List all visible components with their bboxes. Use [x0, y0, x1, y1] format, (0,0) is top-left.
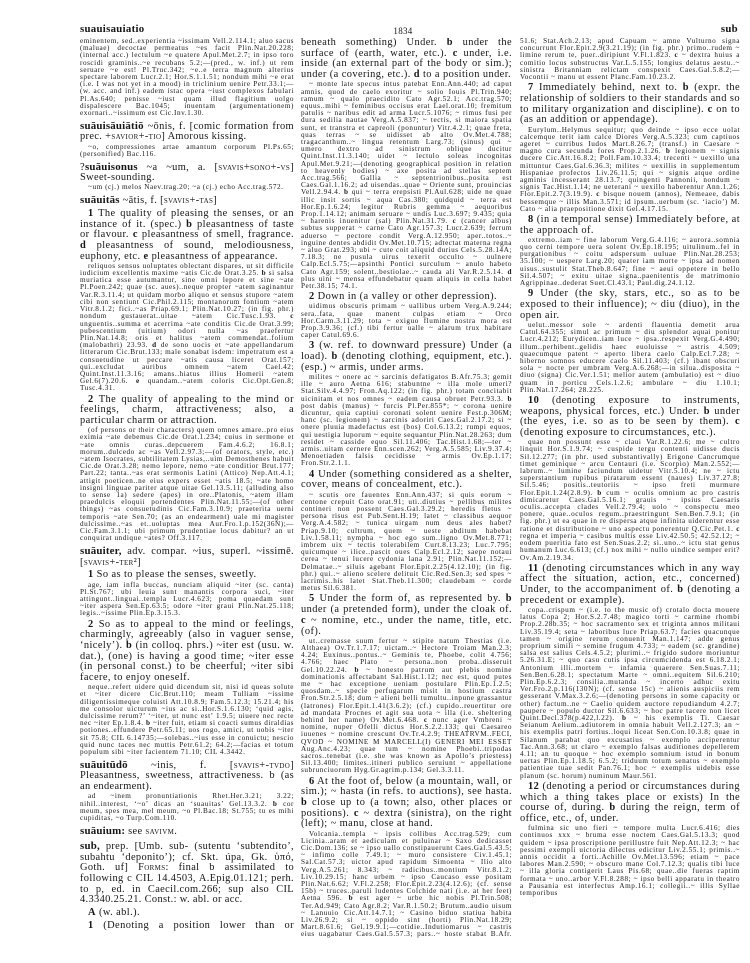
sense-number: 11 [528, 562, 539, 574]
citation-text: (of persons or their characters) quem omnes amare..pro eius eximia ~ate debemus Cic.de Orat.1.234; cuius in sermone et ~ate omnis curas..depcuerem Fam.4.6.2; 16.8.1; morum..dulcedo ac ~as Vell.2.97.3;—(of orators, style, etc.) ~atem Isocrates, subtilitatem Lysias,..uim Demosthenes habuit Cic.de Orat.3.28; nemo lepore, nemo ~ate conditior Brut.177; Part.22; tanta..~as erat sermonis Latini (Attico) Nep.Att.4.1; attigit poeticen..ne eius expers esset ~atis 18.5; ~ate homo insigni linguae pariter atque uitae Gel.13.5.11; (alluding also to sense 1a) sedere (apes) in ore..Platonis, ~atem illam praedulcis eloquii portendentes Plin.Nat.11.55;—(of other things) ~as consuetudinis Cic.Fam.3.10.9; praeterita uerni temporis ~ate Sen.70; (as an endearment) uale mi magister dulcissime..~as et..uoluptas mea Aur.Fro.1.p.152(36N);—Cic.Fam.3.1.1; ubi primum prudentiae locus dabitur? an ut conquirat undique ~ates? Off.3.117. [80, 426, 294, 543]
subsense-letter: b [354, 665, 359, 674]
sense-paragraph [301, 594, 512, 637]
citation-text: age, iam infla buccas, nunciam aliquid ~iter (sc. canta) Pl.St.767; ubi leuia sunt manantis corpora suci, ~iter attingunt..linguai..templa Lucr.4.623; poma quaedam sunt ~iter aspera Sen.Ep.63.5; odore ~iter graui Plin.Nat.25.118; legis..~issime Plin.Ep.3.15.3. [80, 580, 294, 618]
entry-suauisonus [80, 162, 294, 184]
citation-block [301, 303, 512, 339]
sense-text: ~ dextra (sinistra), on the right (left); ~ manu, close at hand. [301, 807, 512, 830]
citation-text: nunc ager Vmbreni ~ nomine, nuper Ofelli dictus Hor.S.2.2.133; qui Caesareo iuuenes ~ nomine crescunt Ov.Tr.4.2.9; THEATRVM..FECI, QVOD ~ NOMINE M MARCELL(I) GENERI MEI ESSET Aug.Anc.4.23; quae tum ~ nomine Phoebi..tripodas sacros..tenebat (i.e. she was known as Apollo’s priestess) Sil.13.400; limites..itineri publico seruiunt ~ appellatione subrunciuorum Hyg.Gr.agrim.p.134; Gel.3.3.11. [301, 715, 512, 775]
sense-text: pleasantness of taste or flavour. [80, 218, 294, 241]
subsense-letter: e [136, 377, 140, 386]
column-middle [301, 38, 512, 944]
sense-text: pleasantness of smell, fragrance. [137, 229, 294, 241]
entry-grammar: ~inis, f. [ [127, 759, 234, 771]
citation-block [80, 793, 294, 822]
citation-text: qui ~ terra erepsisti Pl.Aul.628; uide ne quae illic insit sortis ~ aqua Cas.380; quidquid ~ terra est Hor.Ep.1.6.24; legitur Rubris gemma ~ aequoribus Prop.1.14.12; animam seruare ~ undis Luc.3.697; 9.435; quia ~ harenis inuenitur (sal) Plin.Nat.31.79. [301, 188, 512, 226]
citation-text: milites ~ onere ac ~ sarcinis defatigatos B.Afr.75.3; gemit ille ~ auro Aetna 616; stabuntne ~ illa mole umeri? Stat.Silv.4.4.97; Fron.Aq.122; (in fig. phr.) totam concitabit uicinitam et nos omnes ~ eadem causa obruet Petr.93.3. [301, 373, 512, 403]
sense-number: 9 [528, 288, 534, 300]
running-head-right: sub [720, 23, 738, 35]
sense-number: 2 [88, 618, 94, 630]
etymology: svavis+sono+-vs [218, 161, 291, 173]
citation-text: ~iter fuit, etiam si coacti sumus diraldias potiones..effundere Petr.65.11; uos rogo, amici, ut uobis ~iter sit 75.8; CIL 6.14735;—solebas..~ius esse in conuictu; nescio quid nunc taces nec muttis Petr.61.2; 64.2;—facias et totum populum sibi ~iter facientem 71.10; CIL 4.3442. [80, 719, 294, 757]
citation-text: reliquos sensus uoluptates oblectant dispares, ut sit difficile iudicium excellentis maxime ~atis Cic.de Orat.3.25. [80, 261, 294, 278]
entry-grammar: adv. compar. ~ius, superl. ~issimē. [ [80, 545, 294, 568]
citation-text: extremo..iam ~ fine laborum Verg.G.4.116; ~ aurora..somnia quo cerni tempore uera solent Ov.Ep.18.195; uitulinum..fel in purgationibus ~ coitu adspersum uuluae Plin.Nat.28.253; 35.100; ~ uespere Larg.20; quater iam morte ~ ipsa ad nomen uisus..sustulit Stat.Theb.8.647; fine ~ aeui oppetere in bello Sil.4.507; ~ exitu uitae signa..paenitentis de matrimonio Agrippinae..dederat Suet.Cl.43.1; Paul.dig.24.1.12. [520, 235, 740, 288]
sense-number: 7 [528, 82, 534, 94]
citation-text: copa..crispum ~ (i.e. to the music of) crotalo docta mouere latus Copa 2; Hor.S.2.7.48; magico torti ~ carmine rhombi Prop.2.28b.35; ~ hoc sacramento sex et triginta annos militaui Liv.35.19.4; seta ~ laboribus luce Priap.63.7; facies quacunque tamen ~ origine rerum conuenit Man.1.147; adde genus proprium simili ~ semine frugum 4.733; ~ eadem (sc. grandine) salsa est salius Cels.4.5.2; plurimi..~ frigido sudore moriuntur 5.26.31.E; ~ quo casu cutis ipsa circumcidenda est 6.18.2.1; Antonium illi..mortem ~ infamia quaerere Sen.Suas.7.11; Sen.Ben.6.28.1; spectatum Marte ~ omni..equitem Sil.6.210; Plin.Ep.6.2.3; consilia..mutanda ~ incerto adhuc exitu Ver.Fro.2.p.116(130N); (cf. sense 15c) ~ alienis auspiciis rem gesserant V.Max.3.2.6;—(denoting persons in some capacity or other) factum..ne ~ Caelio quidem auctore repudiandum 4.2.7; paupere ~ populo ductor Sil.6.633; ~ hoc patre tacere non licet Quint.Decl.378(p.422,l.22). [520, 606, 740, 723]
sense-text: (denoting exposure to instruments, weapons, physical forces, etc.) Under. [520, 394, 740, 417]
citation-block [520, 127, 740, 213]
sense-paragraph [301, 777, 512, 831]
citation-text: ut..cremasse suum fertur ~ stipite natum Thestias (i.e. Althaea) Ov.Tr.1.7.17; uictam..~ Hectore Troiam Man.2.3; 4.24; Euxinus..pontus..~ Geminis te, Phoebe, colit 4.756; 4.766; haec Plato ~ persona..non proba..disseruit Gel.10.22.24. [301, 636, 512, 674]
subsense-letter: c [132, 229, 138, 241]
subsense-letter: c [452, 217, 457, 226]
subsense-letter: b [186, 218, 193, 230]
entry-definition: ] [213, 195, 218, 207]
sense-paragraph [80, 570, 294, 581]
subsense-letter: d [413, 69, 420, 81]
citation-text: plus uini ~ mensa effundebatur quam aliquis in cella habet Petr.38.15; 74.1. [301, 274, 512, 290]
citation-text: legionem ~ signis ducere Cic.Att.16.8.2; Poll.Fam.10.33.4; trecenti ~ uexillo una mittuntur Caes.Gal.6.36.3; milites ~ uexillis in supplementum Hispaniae profectos Liv.26.11.5; qui ~ signis atque ordine agminis incesserant 28.13.7; quingenti Pannonii, nondum ~ signis Tac.Hist.1.14; ne ueterani ~ uexillo haberentur Ann.1.26; Flor.Epit.2.7(3.19.9). [520, 147, 740, 199]
entry-suauium [80, 826, 294, 838]
subsense-letter: b [261, 269, 267, 278]
headword: suāuitūdō [80, 758, 128, 771]
sense-paragraph [80, 209, 294, 263]
sense-paragraph [520, 396, 740, 439]
sense-text: pleasantness of sound, melodiousness, euphony, etc. [80, 239, 294, 262]
sense-paragraph [520, 215, 740, 236]
citation-block [301, 831, 512, 939]
citation-text: neque..refert uidere quid dicendum sit, nisi id queas solute et ~iter dicere Cic.Brut.110; meam Tulliam ~issime diligentissimeque coluisti Att.10.8.9; Fam.5.12.3; 15.21.4; his me consolor uicturum ~ius ac si..Hor.S.1.6.130; ‘quid agis, dulcissime rerum?’ ‘~iter, ut nunc est’ 1.9.5; uiuere nec recte nec ~iter Ep.1.8.4. [80, 683, 294, 728]
sense-text: (denoting clothing, equipment, etc.). (esp.) ~ armis, under arms. [301, 351, 512, 373]
running-head-left: suauisauiatio [80, 23, 145, 35]
sense-number: 12 [528, 780, 540, 792]
entry-sub [80, 841, 294, 906]
headword: sub, [80, 839, 100, 852]
subsense-letter: b [272, 799, 278, 808]
sense-section-letter: A [88, 907, 96, 919]
sense-text: under (the eyes, i.e. so as to be seen by them). [520, 405, 740, 428]
subsense-letter: b [331, 351, 338, 363]
sense-paragraph [301, 341, 512, 373]
citation-block [520, 38, 740, 81]
sense-number: 2 [88, 393, 94, 405]
sense-text: (w. abl.). [95, 907, 140, 919]
citation-block [520, 439, 740, 561]
sense-paragraph [80, 620, 294, 684]
citation-text: ~o, compressiones artae amantum corporum Pl.Ps.65; (personified) Bac.116. [80, 142, 294, 158]
column-right [520, 38, 740, 944]
citation-text: Volcania..templa ~ ipsis collibus Acc.trag.529; cum Licinia..aram et aediculam et puluinar ~ Saxo dedicasset Cic.Dom.136; se ~ ipso uallo constipauerunt Caes.Gal.5.43.5; ~ infimo colle 7.49.1; ~ muro consistere Civ.1.45.1; Sal.Cat.57.3; uictor apud rapidum Simoenta ~ Ilio alto Verg.A.5.261; 8.343; ~ radicibus..montium Vitr.8.1.2; Liv.10.29.15; hanc urbem ~ ipso Caucaso esse positam Plin.Nat.6.62; V.Fl.2.258; Flor.Epit.2.23(4.12.6); (cf. sense 15b) ~ truces..paruli ludentes Colchide nati (i.e. at her feet) Aetna 596. [301, 829, 512, 903]
entry-suauitas [80, 195, 294, 207]
sense-paragraph [520, 83, 740, 126]
sense-text: (denoting exposure to circumstances, etc.). [520, 427, 717, 439]
subsense-letter: c [596, 190, 600, 199]
subsense-letter: c [452, 47, 458, 59]
sense-paragraph [520, 564, 740, 607]
citation-text: ~ dextra huius a comitio locus substructus Var.L.5.155; longius delatus aestu..~ sinistra Britanniam relictam conspexit Caes.Gal.5.8.2;—Vocontii ~ manu ut essent Planc.Fam.10.23.2. [520, 51, 740, 82]
sense-number: 1 [88, 569, 94, 581]
sense-text: (w. ref. to downward pressure) Under (a load). [301, 340, 512, 363]
citation-block [80, 582, 294, 618]
headword: suāuitās [80, 194, 120, 207]
citation-text: post dabis (manus) ~ furcis Pl.Per.855*; ~ corona uenire dicuntur, quia captiui coronati solent uenire Fest.p.306M; hanc (sc. legionem) ~ sarcinis adoriri Caes.Gal.2.17.2; si ~ onere pluuia madefactus est (bos) Col.6.13.2; rumpi equos, qui uestigia luporum ~ equite sequantur Plin.Nat.28.263; dum residet ~ casside equo Sil.11.406; Tac.Hist.1.68;—ter ~ armis..uitam cernere Enn.scen.262; Verg.A.5.585; Liv.9.37.4; Menoetiaden falsis cecidisse ~ armis Ov.Ep.1.17; Fron.Str.2.1.1. [301, 401, 512, 468]
entry-definition: ] Amorous kissing. [161, 131, 247, 143]
sense-number: 1 [88, 207, 94, 219]
subsense-letter: b [343, 188, 349, 197]
citation-text: ~ honesto patrum aut plebis nomine dominationis affectabant Sal.Hist.1.12; nec est, quod putes me ~ hac exceptione ueniam postulare Plin.Ep.1.2.5; quosdam..~ specie perfugarum misit in hostium castra Fron.Str.2.5.18; dum ~ alieni belli tumultu..inpune grassantur (latrones) Flor.Epit.1.41(3.6.2); (cf.) cupido..reuertitur ore ad mandata Procnes et agit sua uota ~ illa (i.e. sheltering behind her name) Ov.Met.6.468. [301, 665, 512, 724]
citation-block [80, 427, 294, 542]
subsense-letter: c [674, 51, 679, 60]
etymology: svavis+-tas [163, 195, 214, 207]
sense-text: (denoting circumstances which in any way affect the situation, action, etc., concerned) Under, to the accompaniment of. [520, 562, 740, 596]
etymology: svavis+-tvdo [233, 759, 291, 771]
subsense-letter: b [505, 593, 512, 605]
citation-block [80, 144, 294, 158]
sense-text: Down in (a valley or other depression). [314, 291, 498, 303]
subsense-letter: b [609, 802, 616, 814]
sense-number: 5 [309, 593, 315, 605]
subsense-letter: d [152, 341, 157, 350]
citation-text: (cancer albus) subtus supperat ~ carne Cato Agr.157.3; Lucr.2.639; ferrum aduerso ~ pectore condit Verg.A.12.950; aper..totos..~ inguine dentes abdidit Ov.Met.10.715; adtectat materna regna ~ aluo Grat.293; ubi ~ cute coit aliquid durius Cels.5.28.14A; 7.18.3; ne pusula uirus texerit occulto ~ uulnere Calp.Ecl.5.75;—apsinthi Pontici surculum ~ anulo habeto Cato Agr.159; solent..bestiolae..~ cauda ali Var.R.2.5.14. [301, 217, 512, 276]
sense-text: Under the form of, as represented by. [314, 593, 506, 605]
sense-text: The quality of pleasing the senses, or an instance of it. (spec.) [80, 207, 294, 230]
subsense-letter: c [736, 524, 740, 533]
page-number: 1834 [393, 26, 413, 36]
entry-etymology: prep. [Umb. sub- (sutentu ‘subtendito’, subahtu ‘deponito’); cf. Skt. úpa, Gk. ὑπό, Goth. uf] [80, 840, 294, 874]
citation-text: ad ~inem pronuntiationis Rhet.Her.3.21; 3.22; nihil..interest, ‘~o’ dicas an ‘suauitas’ Gel.13.3.2. [80, 792, 294, 808]
entry-definition: ] Sweet-sounding. [80, 161, 294, 184]
subsense-letter: b [621, 714, 627, 723]
sense-text: Immediately behind, next to. [533, 82, 683, 94]
citation-text: unguentis..summa et acerrima ~ate conditis Cic.de Orat.3.99; pubescentium (uitium) odori nulla ~as praefertur Plin.Nat.14.8; oris et halitus ~atem commendat..folium (malobathri) 23.93. [80, 319, 294, 350]
etymology: savior+-tio [111, 131, 162, 143]
subsense-letter: b [301, 797, 308, 808]
citation-block [80, 263, 294, 393]
sense-number: 10 [528, 394, 540, 406]
subsense-letter: d [80, 239, 87, 251]
sense-text: under (a pretended form), under the cloak of. [301, 604, 512, 616]
headword: suāuium: [80, 824, 126, 837]
subsense-letter: b [597, 488, 602, 497]
entry-definition: ] Pleasantness, sweetness, attractiveness. b (as an endearment). [80, 759, 294, 793]
subsense-letter: c [353, 807, 359, 819]
entry-definition: ] [137, 556, 141, 568]
citation-block [520, 237, 740, 287]
entry-suauisauiatio [80, 121, 294, 143]
subsense-letter: b [145, 719, 151, 728]
subsense-letter: b [348, 894, 354, 903]
citation-text: uelut..messor sole ~ ardenti flauentia demetit arua Catul.64.355; simul ac primum ~ diu splendor aquai ponitur Lucr.4.212; Eurydicen..iam luce ~ ipsa..respexit Verg.G.4.490; illum..perhibent..gelidis haec euoluisse ~ astris 4.509; quaecumque patent ~ aperto libera caelo Calp.Ecl.7.28; ~ hiberno somnos educere caelo Sil.11.403; (cf.) ibant obscuri sola ~ nocte per umbram Verg.A.6.268;—in silua..disposita ~ diuo (signa) Cic.Ver.1.51; melior autem (ambulatio) est ~ diuo quam in porticu Cels.1.2.6; ambulare ~ diu 1.10.1; Plin.Nat.17.264; 28.225. [520, 320, 740, 394]
sense-paragraph [80, 395, 294, 427]
sense-text: under, i.e. inside (an external part of the body or sim.); under (a covering, etc.). [301, 47, 512, 81]
sense-number: 3 [309, 340, 315, 352]
citation-text: est ager ~ urbe hic nobis Pl.Trin.508; Ter.Ad.949; Cato Agr.8.2; Var.R.1.50.2; Brutum..audio uisum ~ Lanuuio Cic.Att.14.7.1; ~ Casino biduo statiua habita Liv.26.9.2; si ~ oppido sint (horti) Plin.Nat.18.29; Mart.8.61.6; Gel.19.9.1;—cotidie..Indutiomarus ~ castris eius uagabatur Caes.Gal.5.57.3; pars..~ hoste stabat B.Afr. [301, 894, 512, 939]
sense-text: Under (the sky, stars, etc., so as to be exposed to their influence); ~ diu (diuo), in the open air. [520, 288, 740, 321]
sense-text: to a position under. [419, 69, 512, 81]
sense-text: The quality of appealing to the mind or feelings, charm, attractiveness; also, a particular charm or attraction. [80, 393, 294, 426]
citation-text: si salsa muriatica esse autumantur, sine omni lepore et sine ~ate Pl.Poen.242; quae (sc. aues)..neque propter ~atem saginantur Var.R.3.11.4; ut quidam morbo aliquo et sensus stupore ~atem cibi non sentiunt Cic.Phil.2.115; montanorum fontium ~atem Vitr.8.1.2; fici..~as Priap.69.1; Plin.Nat.10.27; (in fig. phr.) nondum gustauerat..uitae ~atem Cic.Tusc.1.93. [80, 269, 294, 321]
citation-text: de sono uocis et ~ate appellandarum litterarum Cic.Brut.133; male sonabat isdem: impetratum est a consuetudine ut peccare ~atis causa liceret Orat.157; qui..excludat auribus omnem ~atem Cael.42; Quint.Inst.11.3.16; amans..hiatus illius Homerii ~atem Gel.6(7).20.6. [80, 341, 294, 386]
citation-block [301, 638, 512, 775]
citation-text: ~um (cj.) melos Naev.trag.20; ~a (cj.) echo Acc.trag.572. [88, 183, 284, 192]
subsense-letter: c [707, 103, 713, 115]
subsense-letter: c [290, 312, 294, 321]
subsense-letter: c [734, 416, 740, 428]
sense-text: (in a temporal sense) Immediately before, at the approach of. [520, 213, 740, 236]
sense-paragraph [80, 908, 294, 919]
sense-text: At the foot of, below (a mountain, wall, or sim.); ~ hasta (in refs. to auctions), see hasta. [301, 775, 512, 798]
sense-text: beneath something) Under. [301, 38, 447, 48]
sense-paragraph [301, 470, 512, 491]
subsense-letter: d [507, 267, 512, 276]
sense-number: 4 [309, 468, 315, 480]
sense-number: 6 [309, 775, 315, 787]
citation-block [80, 684, 294, 756]
citation-text: bisque nouem (annos), Nemeaee, dabis bessemque ~ illis Man.3.571; id ipsum..uerbum (sc. ‘iacio’) M. Cato ~ alia praepositione dixit Gel.4.17.15. [520, 190, 740, 213]
sense-text: So as to please the senses, sweetly. [93, 569, 257, 581]
subsense-letter: b [446, 38, 453, 48]
sense-text: close up to (a town; also, other places or positions). [301, 797, 512, 819]
citation-text: ~ monte late specus intus patebat Enn.Ann.440; ad caput amnis, quod de caelo exoritur ~ solio Iouis Pl.Trin.940; ramum ~ qualo praecidito Cato Agr.52.1; Acc.trag.570; equus..mihi ~ feminibus occisus erat Lael.orat.10; fremitum patulis ~ naribus edit ad arma Lucr.5.1076; ~ rimus fusi per dura sedilia nautae Verg.A.5.837; ~ tectis, si maiora spatia sunt, et transtra et capreoli (ponuntur) Vitr.4.2.1; quae freta, quas terras ~ se uidisset ab alto Ov.Met.4.788; tragacanthum..~ lingua retentum Larg.73; (sinus) qui ~ umero dextro ad sinistrum oblique ducitur Quint.Inst.11.3.140; uidet ~ lectulo soleas incognitas Apul.Met.9.21;—(denoting geographical position in relation to heavenly bodies) ~ axe posita ad stellas septem Acc.trag.566; Gallia ~ septentrionibus..posita est Caes.Gal.1.16.2; ad uisendas..quae ~ Oriente sunt, prouincias Vell.2.94.4. [301, 80, 512, 197]
sense-paragraph [301, 292, 512, 303]
doubtful-mark: ? [80, 161, 85, 173]
sense-text: (denoting a period or circumstances during which a thing takes place or exists) In the course of, during. [520, 780, 740, 814]
sense-text: under the surface of (earth, water, etc.). [301, 38, 512, 59]
subsense-letter: b [677, 584, 684, 596]
column-left [80, 38, 294, 944]
citation-text: cor meum, spes mea, mel meum, ~o Pl.Bac.18; St.755; tu es mihi cupiditas, ~o Turp.Com.110. [80, 799, 294, 822]
sense-text: during the reign, term of office, etc., of, under. [520, 802, 740, 824]
citation-text: ~ scutis ore fauentes Enn.Ann.437; si quis eorum ~ centone crepuit Cato orat.91; uti..diutius ~ pellibus milites contineri non possent Caes.Gal.3.29.2; heredis fletus ~ persona risus est Pub.Sent.H.19; latet ~ classibus aequor Verg.A.4.582; ~ tunica uirgam num deus ales habet? Priap.9.10; cultrum, quem ~ ueste abditum habebat Liv.1.58.11; nympha ~ hoc ego sum..ligno Ov.Met.8.771; imbrem uix ~ tectis tolerabilem Curt.8.13.23; Luc.7.795; quicumque ~ ilice..pascit oues Calp.Ecl.2.12; saepe notaui cerea ~ tenui lucere cydonia lana 2.91; Plin.Nat.11.152;—Delmatae..~ siluis agebant Flor.Epit.2.25(4.12.10); (in fig. phr.) qui..~ alieno scelere delituit Cic.Red.Sen.3; sed spes ~ lacrimis..his latet Stat.Theb.11.300; claudebam ~ corde metus Sil.6.381. [301, 490, 512, 593]
subsense-letter: e [143, 250, 149, 262]
citation-block [301, 374, 512, 468]
entry-suauiter [80, 546, 294, 568]
subsense-letter: b [507, 394, 512, 403]
cross-reference-target: savivm [145, 825, 175, 837]
citation-text: fulmina sic uno fieri ~ tempore multa Lucr.6.416; dies continuos xxx ~ bruma esse noctem Caes.Gal.5.13.3; quod quidem ~ ipsa proscriptione perillustre fuit Nep.Att.12.3; ~ hac pessimi exempli uictoria dilectus edicitur Liv.2.55.1; primis..~ annis occidit a forti..Achille Ov.Met.13.596; etiam ~ pace labores Man.2.590; ~ obscuro mane Col.7.12.3; qualis tibi luce ~ illa gloria contigerit Laus Pis.68; quae..die fueras raptim formata ~ uno..arbor V.Fl.8.288; ~ ipso belli apparatu in theatro a Pausania est interfectus Amp.16.1; collegii..~ illis Syllae temporibus [520, 824, 740, 898]
sense-text: So as to appeal to the mind or feelings, charmingly, agreeably (also in vaguer sense, ‘nicely’). [80, 618, 294, 651]
citation-text: Eurylum..Helymus sequitur; quo deinde ~ ipso ecce uolat calcemque terit iam calce Diores Verg.A.5.323; cum captiuos ageret ~ curribus Iudos Mart.8.26.7; (transf.) in Caesare ~ magno cura secunda fores Prop.2.1.26. [520, 125, 740, 156]
sense-text: (expr. the relationship of soldiers to their standards and so to military organization and discipline). [520, 82, 740, 115]
etymology: svavis+-ter² [83, 556, 138, 568]
citation-text: quandam..~atem coloris Cic.Opt.Gen.8; Tusc.4.31. [80, 377, 294, 393]
citation-block [301, 81, 512, 290]
subsense-letter: b [703, 405, 710, 417]
cross-reference-label: see [125, 825, 146, 837]
sense-text: ~ nomine, etc., under the name, title, etc. (of). [301, 614, 512, 637]
entry-suauitudo [80, 760, 294, 793]
citation-text: eminentem, sed..experientia ~issimam Vell.2.114.1; aluo sacus (maluae) decoctae permeatus ~es facit Plin.Nat.20.228; (internal acc.) lectulum ~e quatere Apul.Met.2.7; in ipso toro roscidi graminis..~e recubans 5.2;—(pred., w. inf.) ut rem seruare ~e est! Pl.Truc.342; ~e..e terra magnum alterius spectare laborem Lucr.2.1; Hor.S.1.1.51; nondum mihi ~e erat (i.e. I was not yet in a mood) in triclinium uenire Petr.33.1;—(w. acc. and inf.) eadem istac opera ~iust complexos fabulari Pl.As.640; penisse ~iust quam illud flagitium uolgo dispalescere Bac.1045; inuentam (argumentationem) exornari..~issimum est Cic.Inv.1.30. [80, 38, 294, 118]
citation-block [520, 607, 740, 780]
subsense-letter: b [125, 639, 133, 651]
entry-grammar: ~ātis, f. [ [119, 195, 164, 207]
sense-text: on to (as an addition or appendage). [520, 103, 740, 126]
sense-text: pleasantness of appearance. [148, 250, 279, 262]
citation-block [520, 825, 740, 897]
sense-number: 2 [309, 291, 315, 303]
sense-text: Under (something considered as a shelter, cover, means of concealment, etc.). [301, 468, 512, 491]
citation-block [301, 492, 512, 593]
entry-punctuation: . [174, 825, 178, 837]
entry-grammar: ~a ~um, a. [ [137, 161, 219, 173]
sense-paragraph [80, 921, 294, 932]
subsense-letter: c [301, 614, 307, 626]
sense-paragraph-continued [301, 38, 512, 81]
citation-text: quae non possunt esse ~ claui Var.R.1.22.6; me ~ cultro linquit Hor.S.1.9.74; ~ cuspide tergu contenti uidisse ducis Sil.12.277; (in phr. used substantivally) Erigone Cancrumque timet geminique ~ arcu Centauri (i.e. Scorpio) Man.2.552;—labrum..~ lumine faciundum uidetur Vitr.5.10.4; ne ~ ictu superstantium rupibus piratarum essent (naues) Liv.37.27.8; Sil.5.46; positis..teutoriis ~ ipso freti murmure Flor.Epit.1.24(2.8.9). [520, 438, 740, 497]
citation-block [520, 322, 740, 394]
citation-text: uidimus obscuris primam ~ uallibus urbem Verg.A.9.244; sera..fata, quae manent culpas etiam ~ Orco Hor.Carm.3.11.29; tota ~ exiguo flumine nostra mora est Prop.3.9.36; (cf.) tibi fertur ualle ~ alarum trux habitare caper Catul.69.6. [301, 302, 512, 340]
sense-paragraph [520, 782, 740, 825]
sense-number: 8 [528, 213, 534, 225]
headword: suāuiter, [80, 544, 122, 557]
sense-number: 1 [88, 919, 94, 931]
subsense-letter: b [665, 147, 671, 156]
citation-text: 51.6; Stat.Ach.2.13; apud Capuam ~ amne Vulturno signa concurrunt Flor.Epit.2.9(3.21.19); (in fig. phr.) primo..rudem ~ limine rerum te, puer..diripiunt V.Fl.1.823. [520, 38, 740, 60]
sense-text: (in colloq. phrs.) ~iter est (usu. w. dat.), (one) is having a good time; ~iter esse (in personal const.) to be cheerful; ~iter sibi facere, to enjoy oneself. [80, 639, 294, 684]
sense-text: (Denoting a position lower than or [93, 919, 294, 931]
citation-block [80, 184, 294, 191]
sense-text: (denoting a precedent or example). [520, 584, 740, 606]
citation-block [80, 38, 294, 117]
headword: suāuisāuiātiō [80, 119, 144, 132]
subsense-letter: b [682, 82, 689, 94]
sense-paragraph [520, 289, 740, 321]
entry-grammar: ~ōnis, f. [comic formation from prec. + [80, 120, 294, 143]
forms-label: Forms [138, 862, 166, 874]
citation-text: regna et imperia ~ casibus multis esse Liv.42.50.5; 42.52.12; ~ eodem pueritia fato est Sen.Suas.2.2; si..uno..~ ictu stat genus humanum Luc.6.613; (cf.) nox mihi ~ nullo uindice semper erit? Ov.Am.2.19.34. [520, 531, 740, 562]
headword: suāuisonus [84, 160, 138, 173]
citation-text: ~ his exemplis Ti. Caesar Seianum Aelium..adiutorem in omnia habuit Vell.2.127.3; an ~ his exemplis patri fortius..loqui liceat Sen.Con.10.3.8; quae in Silanum parabat quo excusatius ~ exemplo acciperentur Tac.Ann.3.68; ut claro ~ exemplo falsas auditiones depellerem 4.11; an tu quoque ~ hoc exemplo somnium istud in bonum uertas Plin.Ep.1.18.5; 6.5.2; triduum totum senatus ~ exemplo patientiae tuae sedit Pan.76.1; hoc ~ exemplis uidebis esse planum (sc. horum) numinum Maur.561. [520, 714, 740, 780]
citation-text: cum ~ oculis omnium ac pro castris dimicaretur Caes.Gal.5.16.1; grauis ~ ipsius Caesaris oculis..accepta clades Vell.2.79.4; uolo ~ conspectu meo ponere, quae..oculos regum..praestringunt Sen.Ben.7.9.1; (in fig. phr.) ut ea quae in re dispersa atque infinita uiderentur esse ratione et distributione ~ uno aspectu ponerentur Q.Cic.Pet.1. [520, 488, 740, 533]
entry-forms: : final b assimilated to following c CIL 14.4503, A.Epig.01.121; perh. to p, ed. in Caecil.com.266; sup also CIL 4.3340.25.21. Const.: w. abl. or acc. [80, 862, 294, 906]
subsense-letter: c [423, 715, 428, 724]
